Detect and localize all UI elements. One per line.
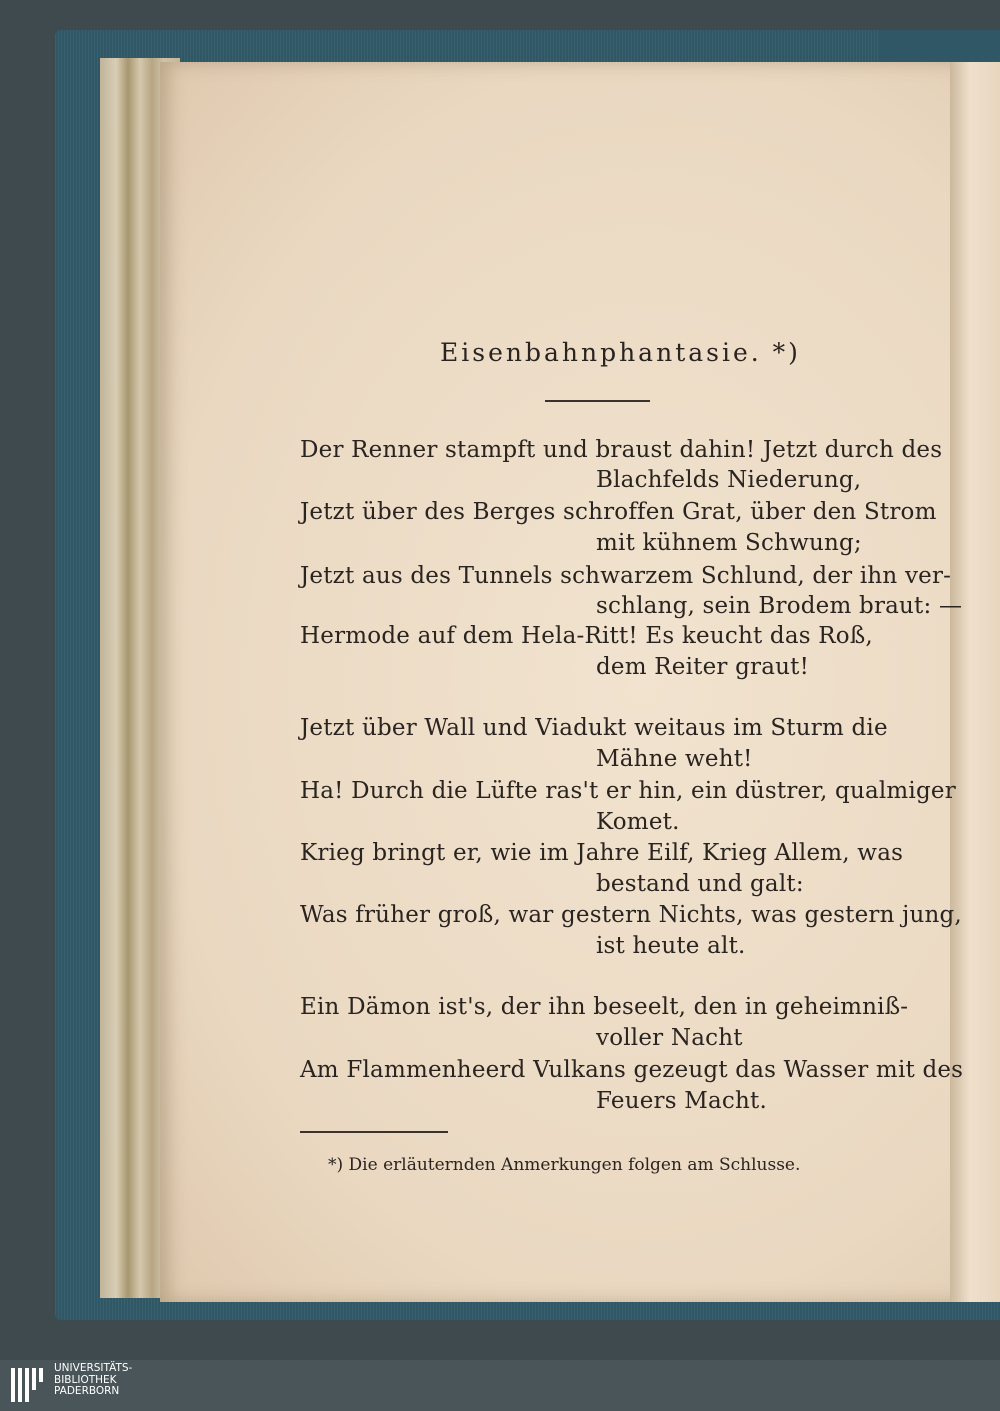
- poem-line-continuation: Blachfelds Niederung,: [596, 467, 862, 493]
- poem-line-continuation: Mähne weht!: [596, 746, 753, 772]
- book-page: [160, 62, 965, 1302]
- poem-line-continuation: voller Nacht: [596, 1025, 743, 1051]
- poem-line: Jetzt aus des Tunnels schwarzem Schlund, der ihn ver-: [300, 563, 952, 589]
- poem-line-continuation: dem Reiter graut!: [596, 654, 810, 680]
- poem-line: Jetzt über des Berges schroffen Grat, über den Strom: [300, 499, 937, 525]
- poem-line: Ha! Durch die Lüfte ras't er hin, ein düstrer, qualmiger: [300, 778, 956, 804]
- poem-line-continuation: bestand und galt:: [596, 871, 804, 897]
- poem-line: Hermode auf dem Hela-Ritt! Es keucht das Roß,: [300, 623, 873, 649]
- poem-line: Was früher groß, war gestern Nichts, was gestern jung,: [300, 902, 962, 928]
- poem-line: Krieg bringt er, wie im Jahre Eilf, Krieg Allem, was: [300, 840, 904, 866]
- poem-line-continuation: schlang, sein Brodem braut: —: [596, 593, 963, 619]
- footnote: *) Die erläuternden Anmerkungen folgen am Schlusse.: [328, 1155, 801, 1175]
- poem-line: Der Renner stampft und braust dahin! Jetzt durch des: [300, 437, 943, 463]
- poem-line-continuation: ist heute alt.: [596, 933, 746, 959]
- poem-title: Eisenbahnphantasie. *): [440, 338, 801, 367]
- footnote-rule: [300, 1131, 448, 1133]
- poem-line: Ein Dämon ist's, der ihn beseelt, den in geheimniß-: [300, 994, 909, 1020]
- library-name-line2: BIBLIOTHEK: [54, 1373, 117, 1386]
- library-logo-icon: [10, 1366, 52, 1406]
- title-rule: [545, 400, 650, 402]
- library-name-line3: PADERBORN: [54, 1385, 120, 1397]
- library-name-line1: UNIVERSITÄTS-: [54, 1362, 133, 1374]
- page-gutter: [950, 62, 1000, 1302]
- poem-line-continuation: Komet.: [596, 809, 680, 835]
- poem-line: Jetzt über Wall und Viadukt weitaus im Sturm die: [300, 715, 888, 741]
- poem-line-continuation: mit kühnem Schwung;: [596, 530, 862, 556]
- library-footer: [0, 1360, 1000, 1411]
- library-name: [54, 1363, 132, 1398]
- poem-line-continuation: Feuers Macht.: [596, 1088, 767, 1114]
- poem-line: Am Flammenheerd Vulkans gezeugt das Wasser mit des: [300, 1057, 964, 1083]
